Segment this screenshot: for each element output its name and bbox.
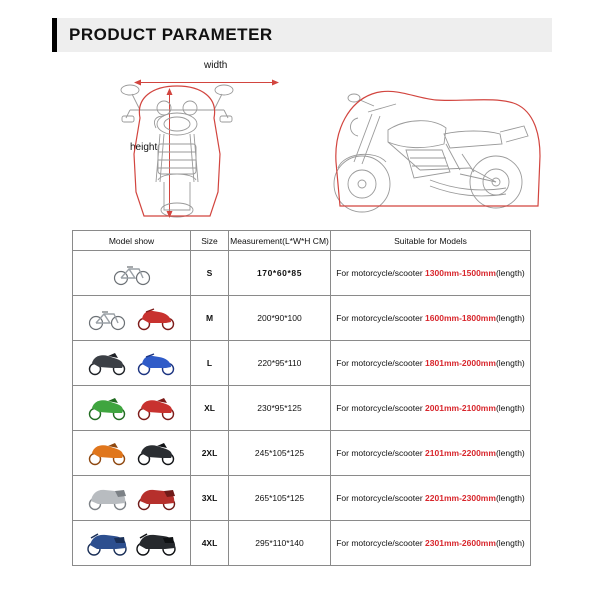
suitable-length-range: 1801mm-2000mm	[425, 358, 496, 368]
column-header-suitable: Suitable for Models	[331, 231, 531, 251]
motorcycle-thumbnail-icon	[84, 530, 130, 556]
motorcycle-thumbnail-icon	[133, 395, 179, 421]
model-thumbnails	[73, 341, 190, 385]
width-dimension-label: width	[204, 60, 228, 71]
specification-table	[72, 230, 531, 566]
suitable-prefix: For motorcycle/scooter	[336, 403, 423, 413]
table-row	[73, 251, 531, 296]
motorcycle-thumbnail-icon	[133, 305, 179, 331]
table-row	[73, 431, 531, 476]
model-show-cell	[73, 521, 191, 566]
suitable-length-range: 2001mm-2100mm	[425, 403, 496, 413]
suitable-suffix: (length)	[495, 493, 525, 503]
motorcycle-thumbnail-icon	[84, 395, 130, 421]
suitable-models-cell	[331, 476, 531, 521]
side-view-motorcycle-sketch	[310, 58, 552, 226]
model-thumbnails	[73, 476, 190, 520]
suitable-suffix: (length)	[495, 313, 525, 323]
table-row	[73, 296, 531, 341]
suitable-suffix: (length)	[495, 268, 525, 278]
model-show-cell	[73, 251, 191, 296]
specification-table-wrapper	[72, 230, 530, 566]
suitable-length-range: 1300mm-1500mm	[425, 268, 496, 278]
measurement-cell: 200*90*100	[229, 296, 331, 341]
model-show-cell	[73, 431, 191, 476]
diagram-area	[52, 58, 552, 226]
measurement-cell: 220*95*110	[229, 341, 331, 386]
suitable-prefix: For motorcycle/scooter	[336, 313, 423, 323]
suitable-models-cell	[331, 296, 531, 341]
table-row	[73, 386, 531, 431]
model-thumbnails	[73, 521, 190, 565]
motorcycle-thumbnail-icon	[84, 305, 130, 331]
suitable-prefix: For motorcycle/scooter	[336, 268, 423, 278]
size-cell: 3XL	[191, 476, 229, 521]
motorcycle-thumbnail-icon	[84, 350, 130, 376]
model-thumbnails	[73, 296, 190, 340]
suitable-suffix: (length)	[495, 358, 525, 368]
table-body	[73, 251, 531, 566]
motorcycle-thumbnail-icon	[133, 530, 179, 556]
size-cell: 2XL	[191, 431, 229, 476]
suitable-length-range: 1600mm-1800mm	[425, 313, 496, 323]
measurement-cell: 265*105*125	[229, 476, 331, 521]
suitable-prefix: For motorcycle/scooter	[336, 493, 423, 503]
suitable-prefix: For motorcycle/scooter	[336, 538, 423, 548]
suitable-models-cell	[331, 431, 531, 476]
front-view-motorcycle-sketch	[52, 58, 302, 226]
suitable-models-cell	[331, 341, 531, 386]
measurement-cell: 230*95*125	[229, 386, 331, 431]
model-show-cell	[73, 476, 191, 521]
motorcycle-thumbnail-icon	[109, 260, 155, 286]
model-show-cell	[73, 296, 191, 341]
suitable-length-range: 2201mm-2300mm	[425, 493, 496, 503]
footer-strip	[0, 586, 600, 600]
column-header-measurement: Measurement(L*W*H CM)	[229, 231, 331, 251]
model-thumbnails	[73, 386, 190, 430]
table-row	[73, 521, 531, 566]
table-header-row	[73, 231, 531, 251]
measurement-cell: 295*110*140	[229, 521, 331, 566]
suitable-prefix: For motorcycle/scooter	[336, 448, 423, 458]
motorcycle-thumbnail-icon	[133, 350, 179, 376]
suitable-length-range: 2301mm-2600mm	[425, 538, 496, 548]
size-cell: S	[191, 251, 229, 296]
height-dimension-label: height	[130, 142, 158, 153]
table-row	[73, 476, 531, 521]
suitable-length-range: 2101mm-2200mm	[425, 448, 496, 458]
column-header-size: Size	[191, 231, 229, 251]
motorcycle-thumbnail-icon	[84, 485, 130, 511]
size-cell: M	[191, 296, 229, 341]
suitable-suffix: (length)	[495, 448, 525, 458]
size-cell: 4XL	[191, 521, 229, 566]
suitable-models-cell	[331, 251, 531, 296]
size-cell: L	[191, 341, 229, 386]
motorcycle-thumbnail-icon	[133, 440, 179, 466]
measurement-cell: 170*60*85	[229, 251, 331, 296]
suitable-suffix: (length)	[495, 538, 525, 548]
motorcycle-thumbnail-icon	[84, 440, 130, 466]
model-thumbnails	[73, 251, 190, 295]
suitable-prefix: For motorcycle/scooter	[336, 358, 423, 368]
model-thumbnails	[73, 431, 190, 475]
suitable-models-cell	[331, 386, 531, 431]
column-header-model-show: Model show	[73, 231, 191, 251]
model-show-cell	[73, 341, 191, 386]
size-cell: XL	[191, 386, 229, 431]
model-show-cell	[73, 386, 191, 431]
measurement-cell: 245*105*125	[229, 431, 331, 476]
motorcycle-thumbnail-icon	[133, 485, 179, 511]
header-band	[52, 18, 552, 52]
suitable-models-cell	[331, 521, 531, 566]
table-row	[73, 341, 531, 386]
page-title: PRODUCT PARAMETER	[69, 25, 273, 44]
suitable-suffix: (length)	[495, 403, 525, 413]
